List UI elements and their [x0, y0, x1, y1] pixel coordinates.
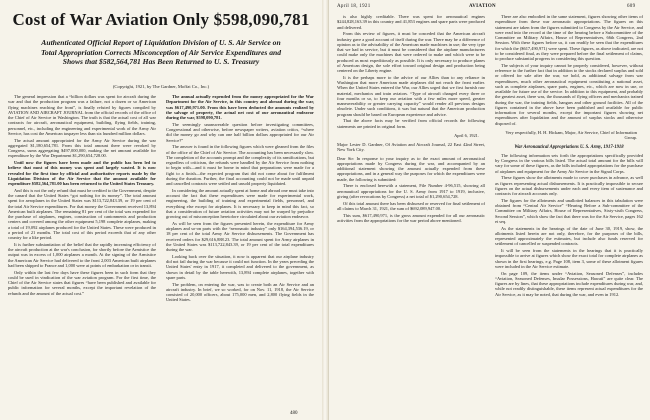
right-column-2	[495, 14, 643, 414]
paragraph: There are also embodied in the same statement, figures showing other items of expenditure from these war aeronautic appropriations. The figures on this statement are taken from the figures submitted to Congress by the Air Service, and were read into the record at the time of the hearing before a Subcommittee of the Committee on Military Affairs, House of Representatives, 66th Congress, 2nd Session. With these figures before us, it can readily be seen that the expenditures for which the ($617,490,971) were spent. These figures, as above indicated, are not to be considered final, as they were prepared before the final settlement of claims, to produce substantial progress in considering this question.	[495, 14, 643, 61]
article-title: Cost of War Aviation Only $598,090,781	[12, 10, 310, 29]
section-subhead: War Aeronautical Appropriations U. S. Army, 1917-1918	[514, 144, 624, 150]
running-head-page: 609	[627, 4, 636, 9]
paragraph: As will be seen from the figures presented herein, the expenditure for Army airplanes and so-on parts with the “aeronautic industry” only $164,394,536.19, or 18 per cent of the total Army Air Service disbursements. The Government has received orders for $29,616,888.23. The total amount spent for Army airplanes in the United States was $113,722,843.39, or 19 per cent of the total expenditures during the war.	[166, 220, 314, 252]
paragraph: Only within the last few days have these figures been in such form that they could be used in vindication of the war aviation program. For the first time, the Chief of the Air Service states that figures “have been published and available for public information for several months, except the important revelation of the refunds and the amount of the actual cost.”	[8, 269, 156, 296]
paragraph: It is further substantiation of the belief that the rapidly increasing efficiency of the aircraft production at the war's conclusion, for shortly before the Armistice the output was in excess of 1,000 airplanes a month. At the signing of the Armistice the American Air Service had delivered to the front 2,003 American built airplanes had been shipped to France and 1,000 were at points of embarkation or in transit.	[8, 241, 156, 268]
paragraph: Until now the figures have been made and the public has been led to believe that most of this money was spent and largely wasted. It is now revealed for the first time by official and authoritative reports made by the Liquidation Division of the Air Service that the amount available for expenditure $582,564,781.00 has been returned to the United States Treasury.	[8, 160, 156, 186]
right-column-1	[337, 14, 485, 414]
paragraph: On page 109, the items under “Aviation, Seasoned Defenses”, includes “Aviation, Seasoned Defenses, Insular Possessions, Hawaii” are quite clear. The figures are by lines, that these appropriations include expenditures during war, and, while not readily distinguishable, these items represent actual expenditures for the Air Service, as it may be noted, that during the war, and even in 1912.	[495, 270, 643, 297]
paragraph: The figures for the allotments and unallotted balances in this tabulation were obtained from “Central Air Service” “Hearing Before a Sub-committee of the Committee on Military Affairs, House of Representatives, Sixty-sixth Congress, Second Session”, which show the fact that there was for the Air Service, pages 162 et seq.	[495, 197, 643, 224]
paragraph: The problem, on entering the war, was to create both an Air Service and an aircraft industry. In brief, we so worked, for on Nov. 11, 1918, the Air Service consisted of 20,000 officers, about 175,000 men, and 2,800 flying fields in the United States.	[166, 281, 314, 303]
paragraph: The following information sets forth the appropriations specifically provided by Congress in the various bills listed. The actual total amount for the bills will vary for some of these figures, as the bills included appropriations for the purchase of airplanes and equipment for the Army Air Service in the Signal Corps.	[495, 152, 643, 174]
signature-block: Very respectfully, H. H. Hickam, Major, Air Service, Chief of Information Group.	[505, 129, 637, 141]
paragraph: It is the perhaps more to the advice of our Allies than to any reliance in Washington that more American made airplanes did not reach the front earlier. When the United States entered the War, our Allies urged that we first furnish raw material, mechanics and train aviators. “Type of aircraft changed every three or four months or so, to keep our aviation with a few miles more speed, greater maneuverability or greater carrying capacity” would render all previous designs obsolete. Under such conditions, it was but natural that the American production program should be based on European experience and advice.	[337, 74, 485, 117]
paragraph: From this review of figures, it must be conceded that the American aircraft industry gave a good account of itself during the war. There may be a difference of opinion as to the advisability of the American made machines in use; the very type that we had in service, but it must be considered that the airplane manufacturers could make only the machines that were ordered to make and which were to be produced as most expeditiously as possible. It is only necessary to produce planes of American design, the sole effort toward original design and production being centered on the Liberty engine.	[337, 31, 485, 73]
paragraph: These figures show the allotments made to cover purchases in advance, as well as figures representing actual disbursements. It is practically impossible to secure figures on the actual disbursements under each and every item of sustenance and contracts for aircraft accounts only.	[495, 175, 643, 197]
paragraph: It will be seen from the statements in the hearings that it is practically impossible to arrive at figures which show the exact total for complete airplanes as shown in the first hearings, e.g. Page 108, item 3, some of these allotment figures were included in the Air Service estimate.	[495, 248, 643, 269]
paragraph: That the above facts may be verified from official records the following statements are printed in original form.	[337, 118, 485, 129]
running-head-title: AVIATION	[469, 4, 496, 9]
paragraph: The answer is found in the following figures which were gleaned from the files of the office of the Chief of Air Service. The accounting has been necessarily slow. The completion of the accounts prompt and the complexity of its ramifications, but regardless of criticism, the refunds were handled by the Air Service from nothing to begin with—and it must be borne in mind that preparations were made for a fight to a finish—the expected program that did not come about for fulfilment during the duration. Further, the final accounting could not be made until unpaid and cancelled contracts were settled and unsold property liquidated.	[166, 144, 314, 186]
paragraph: There is enclosed herewith a statement, File Number 4-96,515, showing all aeronautical appropriations for the U. S. Army from 1917 to 1919, inclusive, giving (after revocations by Congress) a net total of $1,290,654,728.	[337, 183, 485, 199]
copyright-line: (Copyright, 1921, by The Gardner, Moffat Co., Inc.)	[112, 84, 210, 89]
paragraph: This sum, $617,490,971, is the gross amount expended for all our aeronautic activities from the appropriations for the war period above mentioned.	[337, 212, 485, 223]
paragraph: The subjects of your inquiry cannot be properly considered, however, without reference to the further fact that in addition to the stocks declared surplus and sold or offered for sale after the war, we hold, as additional salvage from war expenditures, much other aeronautical equipment constituting a national asset, such as complete airplanes, spare parts, engines, etc., which are now in use, or available for future use of the service. In addition to this equipment, and probably the greatest asset, there was, the thousands of flying officers and mechanics trained during the war, the training fields, hangars and other ground facilities. All of the figures contained in the above have been published and available for public information for several months, except the important figures showing net expenditures after liquidation and the amount of surplus stocks and otherwise disposed of.	[495, 62, 643, 126]
paragraph: Dear Sir: In response to your inquiry as to the exact amount of aeronautical appropriations made by Congress during the war, and accompanied by an additional statement showing the amount actually expended from these appropriations, and in a general way the purposes for which the expenditures were made, the following is submitted:	[337, 155, 485, 182]
running-head-date: April 18, 1921	[337, 4, 371, 9]
paragraph: is also highly creditable. There was spent for aeronautical engines $244,828,163.39 in this country and 41,853 engines and spare parts were produced and delivered.	[337, 14, 485, 30]
paragraph: Looking back over the situation, it now is apparent that our airplane industry did not fail during the war because it could not function. In the years preceding the United States' entry in 1917, it completed and delivered to the government, as shown in detail by the table herewith, 13,894 complete airplanes, together with spare parts.	[166, 253, 314, 280]
paragraph: As the statements in the hearings of the date of June 30, 1919, show, the allotments listed herein are not only, therefore, for the purposes of the bills, represented approximately the estimates, but include also funds reserved for settlement of cancelled or suspended contracts.	[495, 225, 643, 247]
left-page	[0, 0, 322, 420]
left-column-2	[166, 94, 314, 410]
right-page	[328, 0, 650, 420]
paragraph: The actual amount appropriated for the Army Air Service during the war aggregated $1,180,654,781. From this total amount there were revoked by Congress, sums aggregating $497,000,000, making the net amount available for expenditure by the War Department $1,290,654,728.00.	[8, 137, 156, 159]
article-subtitle: Authenticated Official Report of Liquidation Division of U. S. Air Service on Total Appropriation Corrects Misconception of Air Service Expenditures and Shows that $582,564,781 Has Been Returned to U. S. Treasury	[40, 38, 282, 67]
paragraph: And this is not the only refund that must be credited to the Government, despite the canard that the United States “got nothing for its money”. The total amount spent for aeroplanes in the United States was $113,722,843.39, or 19 per cent of the total Air Service expenditures. For that money the Government received 13,894 American built airplanes. The remaining 81 per cent of the total was expended for the purchase of airplanes, engines, construction of cantonments and production centers and covered among the other equipment 5,198 complete airplanes, making a total of 19,092 airplanes produced for the United States. These were produced in a period of 21 months. The total cost of this period exceeds that of any other country for a like period.	[8, 187, 156, 240]
paragraph: The annual actually expended from the money appropriated for the War Department for the Air Service, in this country and abroad during the war, was $617,490,971.00. From this have been deducted the amounts realized by the salvage of property, the actual net cost of our aeronautical endeavor during the war, $598,090,781.	[166, 94, 314, 120]
paragraph: The general impression that a “billion dollars was spent for aircraft during the war and that the production program was a failure, not a dozen or so American flying machines reaching the front”, is finally refuted by figures compiled by AVIATION AND AIRCRAFT JOURNAL from the official records of the office of the Chief of Air Service in Washington. The truth is that the actual cost of all war contracts for aircraft, aeronautical equipment, building, flying fields, training, personnel, etc., including the engineering and experimental work of the Army Air Service, has cost the American taxpayer less than six hundred million dollars.	[8, 94, 156, 136]
paragraph: Of this total amount there has been disbursed or reserved for final settlement of all claims to March 31, 1921, the sum of $692,089,947.00.	[337, 200, 485, 211]
left-column-1	[8, 94, 156, 410]
left-page-number: 480	[290, 411, 298, 416]
paragraph: In considering the amount actually spent at home and abroad one must take into account the fact that these expenditures were made for experimental work, engineering, the building of training and experimental fields, personnel, and everything else except for airplanes. It is necessary to keep in mind this fact, so that a consideration of future aviation activities may not be warped by prejudice growing out of misconception heretofore circulated about our aviation endeavor.	[166, 187, 314, 219]
signature-block: April 6, 1921.	[454, 132, 479, 138]
address-block: Major Lester D. Gardner, Of Aviation and Aircraft Journal, 22 East 42nd Street, New York City.	[337, 142, 485, 153]
paragraph: The seemingly unanswerable question before investigating committees, Congressional and otherwise, before newspaper writers, aviation critics, “where did the money go and why can one half billion dollars appropriated for our Air Service?”	[166, 121, 314, 143]
